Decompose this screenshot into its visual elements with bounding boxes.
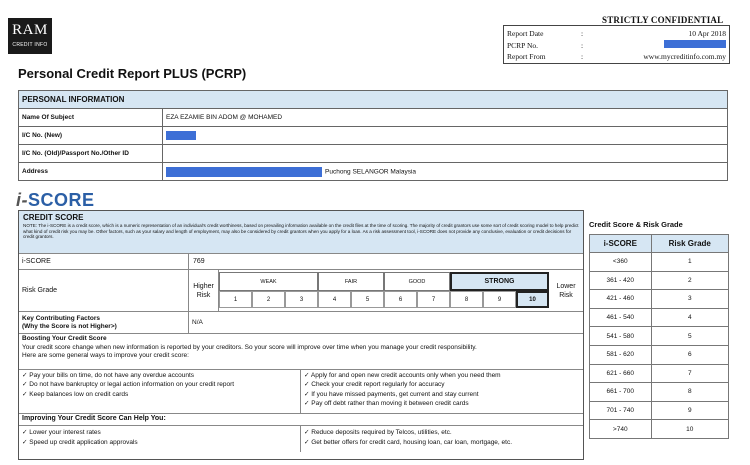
address-value: Puchong SELANGOR Malaysia — [325, 168, 417, 176]
risk-grade-label: Risk Grade — [19, 270, 189, 311]
risk-grade-cell: 8 — [651, 383, 728, 402]
improve-right — [301, 426, 583, 452]
credit-score-title: CREDIT SCORE — [23, 213, 84, 222]
risk-grade-row — [19, 270, 583, 312]
score-range-cell: 581 - 620 — [590, 345, 652, 364]
score-range-cell: >740 — [590, 420, 652, 439]
grade-table-title: Credit Score & Risk Grade — [589, 220, 683, 229]
tips-left — [19, 370, 301, 413]
band-row — [219, 272, 549, 291]
redacted-pcrp-no — [664, 40, 726, 48]
grade-table — [589, 234, 729, 439]
tip-item: ✓ Pay off debt rather than moving it between credit cards — [304, 399, 469, 407]
address-label: Address — [19, 163, 163, 181]
credit-score-header — [19, 211, 583, 254]
risk-grade-scale — [219, 270, 549, 311]
score-range-cell: <360 — [590, 253, 652, 272]
grade-col-iscore: i-SCORE — [590, 235, 652, 253]
band-good: GOOD — [384, 272, 450, 291]
score-range-cell: 661 - 700 — [590, 383, 652, 402]
grade-cell-3: 3 — [285, 291, 318, 308]
score-range-cell: 541 - 580 — [590, 327, 652, 346]
key-factors-label: Key Contributing Factors — [22, 314, 101, 322]
iscore-logo: i-SCORE — [16, 190, 95, 210]
score-range-cell: 361 - 420 — [590, 271, 652, 290]
report-date-label: Report Date — [507, 29, 544, 39]
risk-grade-cell: 7 — [651, 364, 728, 383]
grade-col-risk: Risk Grade — [651, 235, 728, 253]
report-date-value: 10 Apr 2018 — [688, 29, 726, 39]
table-row — [590, 253, 729, 272]
band-weak: WEAK — [219, 272, 318, 291]
grade-number-row — [219, 291, 549, 308]
name-value: EZA EZAMIE BIN ADOM @ MOHAMED — [163, 109, 728, 127]
report-from-value: www.mycreditinfo.com.my — [643, 52, 726, 62]
tip-item: ✓ Keep balances low on credit cards — [22, 390, 129, 398]
iscore-label: i-SCORE — [19, 254, 189, 269]
risk-grade-cell: 2 — [651, 271, 728, 290]
boost-section — [19, 334, 583, 370]
report-title: Personal Credit Report PLUS (PCRP) — [18, 66, 247, 81]
redacted-address — [166, 167, 322, 177]
table-row — [590, 327, 729, 346]
name-label: Name Of Subject — [19, 109, 163, 127]
lower-risk-label: Lower Risk — [556, 282, 576, 299]
grade-cell-8: 8 — [450, 291, 483, 308]
risk-grade-cell: 10 — [651, 420, 728, 439]
personal-info-header: PERSONAL INFORMATION — [19, 91, 728, 109]
grade-cell-10: 10 — [516, 291, 549, 308]
key-factors-row — [19, 312, 583, 334]
improve-item: ✓ Reduce deposits required by Telcos, utilities, etc. — [304, 429, 452, 436]
report-from-row: Report From : www.mycreditinfo.com.my — [507, 52, 726, 62]
risk-grade-cell: 6 — [651, 345, 728, 364]
improve-row — [19, 426, 583, 452]
grade-cell-9: 9 — [483, 291, 516, 308]
tip-item: ✓ Check your credit report regularly for accuracy — [304, 381, 445, 389]
redacted-ic-new — [166, 131, 196, 140]
credit-score-panel — [18, 210, 584, 460]
score-range-cell: 461 - 540 — [590, 308, 652, 327]
ram-logo — [8, 18, 52, 54]
report-from-label: Report From — [507, 52, 546, 62]
band-strong: STRONG — [450, 272, 549, 291]
improve-left — [19, 426, 301, 452]
boost-text-2: Here are some general ways to improve your credit score: — [22, 352, 189, 359]
ic-new-label: I/C No. (New) — [19, 127, 163, 145]
grade-cell-7: 7 — [417, 291, 450, 308]
score-range-cell: 701 - 740 — [590, 401, 652, 420]
grade-cell-6: 6 — [384, 291, 417, 308]
table-row — [590, 271, 729, 290]
table-row — [590, 383, 729, 402]
tip-item: ✓ If you have missed payments, get current and stay current — [304, 390, 479, 398]
table-row — [590, 308, 729, 327]
boost-text-1: Your credit score change when new information is reported by your creditors. So your score will improve over time when you manage your credit responsibility. — [22, 343, 477, 351]
tips-row — [19, 370, 583, 414]
tip-item: ✓ Pay your bills on time, do not have any overdue accounts — [22, 372, 195, 379]
improve-item: ✓ Speed up credit application approvals — [22, 439, 138, 446]
credit-score-note: NOTE: The i-SCORE is a credit score, which is a numeric representation of an individual's credit worthiness, based on prevailing information available on the credit files at the time of scoring. The majority of credit grantors use some sort of credit scoring model to help predict what kind of credit risk you may be. Other factors, such as your salary and length of employment, may also be considered by credit grantors when you apply for a loan. As a risk assessment tool, i-SCORE does not provide any conclusive, evaluation or credit decisions for credit grantors. — [23, 223, 579, 240]
confidential-label: STRICTLY CONFIDENTIAL — [602, 15, 724, 25]
iscore-row — [19, 254, 583, 270]
table-row — [590, 364, 729, 383]
boost-title: Boosting Your Credit Score — [22, 335, 107, 342]
key-factors-value: N/A — [192, 319, 203, 326]
logo-subtitle: CREDIT INFO — [12, 42, 48, 48]
score-range-cell: 421 - 460 — [590, 290, 652, 309]
risk-grade-cell: 4 — [651, 308, 728, 327]
band-fair: FAIR — [318, 272, 384, 291]
ic-old-value — [163, 145, 728, 163]
improve-title: Improving Your Credit Score Can Help You: — [19, 414, 583, 426]
risk-grade-cell: 1 — [651, 253, 728, 272]
grade-cell-1: 1 — [219, 291, 252, 308]
report-date-row: Report Date : 10 Apr 2018 — [507, 29, 726, 39]
higher-risk-label: Higher Risk — [189, 270, 219, 311]
ic-old-label: I/C No. (Old)/Passport No./Other ID — [19, 145, 163, 163]
report-info-box — [503, 25, 730, 64]
table-row — [590, 345, 729, 364]
grade-cell-5: 5 — [351, 291, 384, 308]
tip-item: ✓ Apply for and open new credit accounts only when you need them — [304, 372, 501, 379]
key-factors-sublabel: (Why the Score is not Higher>) — [22, 322, 117, 330]
iscore-value: 769 — [193, 258, 205, 265]
grade-cell-4: 4 — [318, 291, 351, 308]
table-row — [590, 401, 729, 420]
score-range-cell: 621 - 660 — [590, 364, 652, 383]
tips-right — [301, 370, 583, 413]
pcrp-no-row: PCRP No. : — [507, 40, 726, 52]
risk-grade-cell: 3 — [651, 290, 728, 309]
personal-info-table — [18, 90, 728, 181]
grade-cell-2: 2 — [252, 291, 285, 308]
pcrp-no-label: PCRP No. — [507, 40, 538, 50]
logo-name: RAM — [12, 22, 48, 38]
risk-grade-cell: 5 — [651, 327, 728, 346]
improve-item: ✓ Get better offers for credit card, housing loan, car loan, mortgage, etc. — [304, 439, 513, 446]
table-row — [590, 420, 729, 439]
improve-item: ✓ Lower your interest rates — [22, 429, 101, 436]
risk-grade-cell: 9 — [651, 401, 728, 420]
table-row — [590, 290, 729, 309]
tip-item: ✓ Do not have bankruptcy or legal action information on your credit report — [22, 381, 235, 389]
